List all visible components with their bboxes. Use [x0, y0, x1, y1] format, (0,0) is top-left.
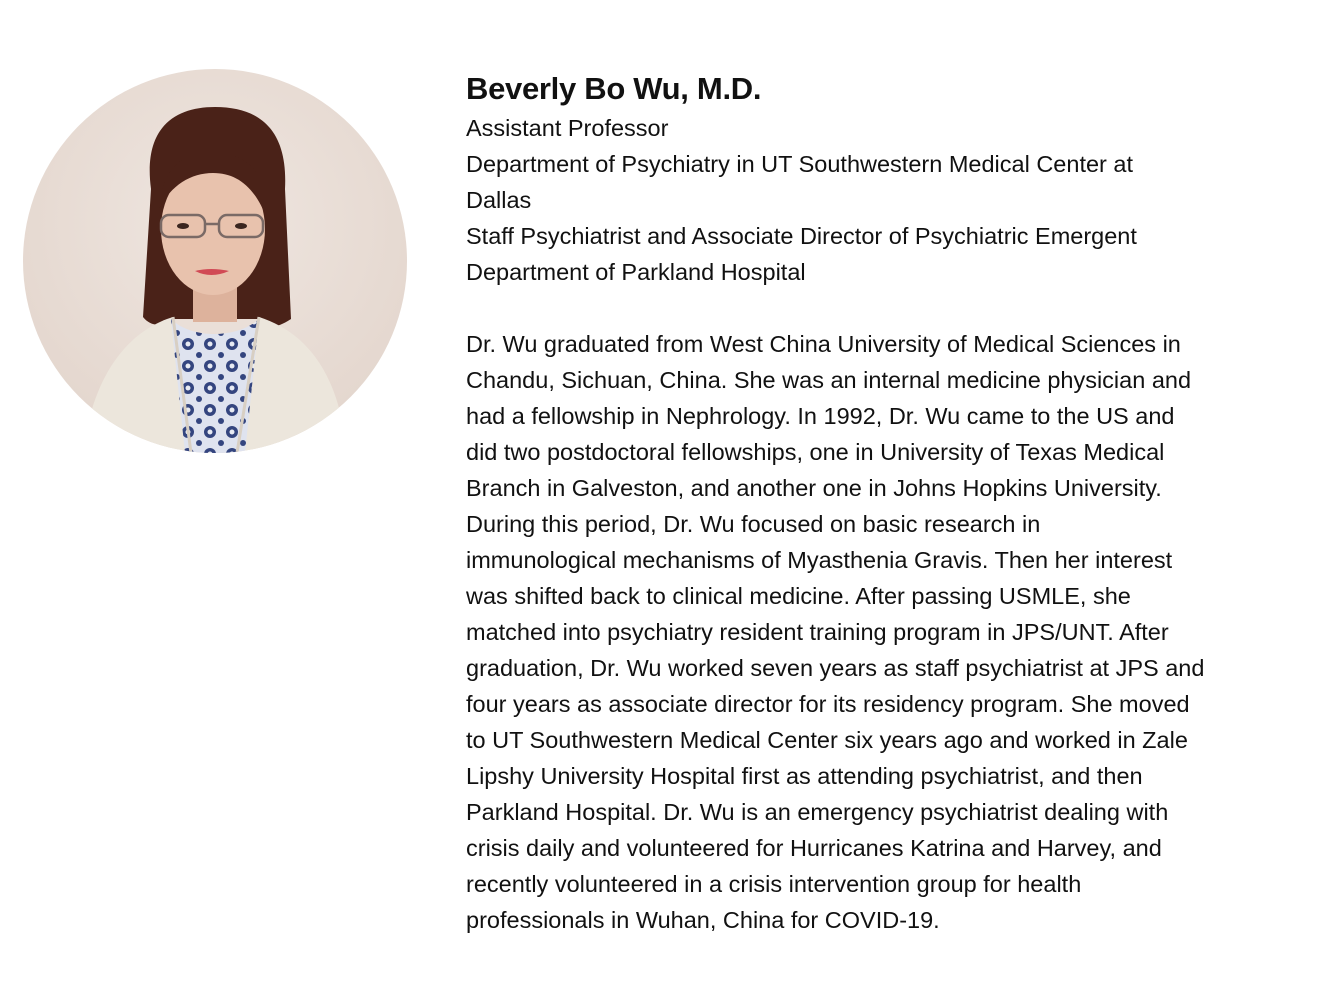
academic-title: Assistant Professor	[466, 115, 669, 141]
biography-line: crisis daily and volunteered for Hurricanes Katrina and Harvey, and	[466, 835, 1162, 861]
biography-paragraph	[466, 326, 1296, 938]
biography-line: had a fellowship in Nephrology. In 1992, Dr. Wu came to the US and	[466, 403, 1175, 429]
biography-line: was shifted back to clinical medicine. After passing USMLE, she	[466, 583, 1131, 609]
position-line: Department of Parkland Hospital	[466, 259, 806, 285]
biography-line: professionals in Wuhan, China for COVID-19.	[466, 907, 940, 933]
biography-line: did two postdoctoral fellowships, one in University of Texas Medical	[466, 439, 1165, 465]
portrait-illustration	[23, 69, 407, 453]
biography-line: Dr. Wu graduated from West China University of Medical Sciences in	[466, 331, 1181, 357]
biography-line: to UT Southwestern Medical Center six years ago and worked in Zale	[466, 727, 1188, 753]
biography-line: Branch in Galveston, and another one in Johns Hopkins University.	[466, 475, 1162, 501]
doctor-name: Beverly Bo Wu, M.D.	[466, 71, 762, 106]
biography-line: Parkland Hospital. Dr. Wu is an emergency psychiatrist dealing with	[466, 799, 1169, 825]
department-line: Department of Psychiatry in UT Southwestern Medical Center at	[466, 151, 1133, 177]
biography-line: matched into psychiatry resident training program in JPS/UNT. After	[466, 619, 1169, 645]
biography-line: immunological mechanisms of Myasthenia Gravis. Then her interest	[466, 547, 1173, 573]
biography-line: recently volunteered in a crisis intervention group for health	[466, 871, 1082, 897]
biography-line: During this period, Dr. Wu focused on basic research in	[466, 511, 1041, 537]
profile-photo	[23, 69, 407, 453]
position-line: Staff Psychiatrist and Associate Director of Psychiatric Emergent	[466, 223, 1137, 249]
biography-line: four years as associate director for its residency program. She moved	[466, 691, 1190, 717]
department-line: Dallas	[466, 187, 532, 213]
biography-line: graduation, Dr. Wu worked seven years as staff psychiatrist at JPS and	[466, 655, 1205, 681]
bio-section	[466, 68, 1296, 938]
biography-line: Lipshy University Hospital first as attending psychiatrist, and then	[466, 763, 1143, 789]
biography-line: Chandu, Sichuan, China. She was an internal medicine physician and	[466, 367, 1192, 393]
